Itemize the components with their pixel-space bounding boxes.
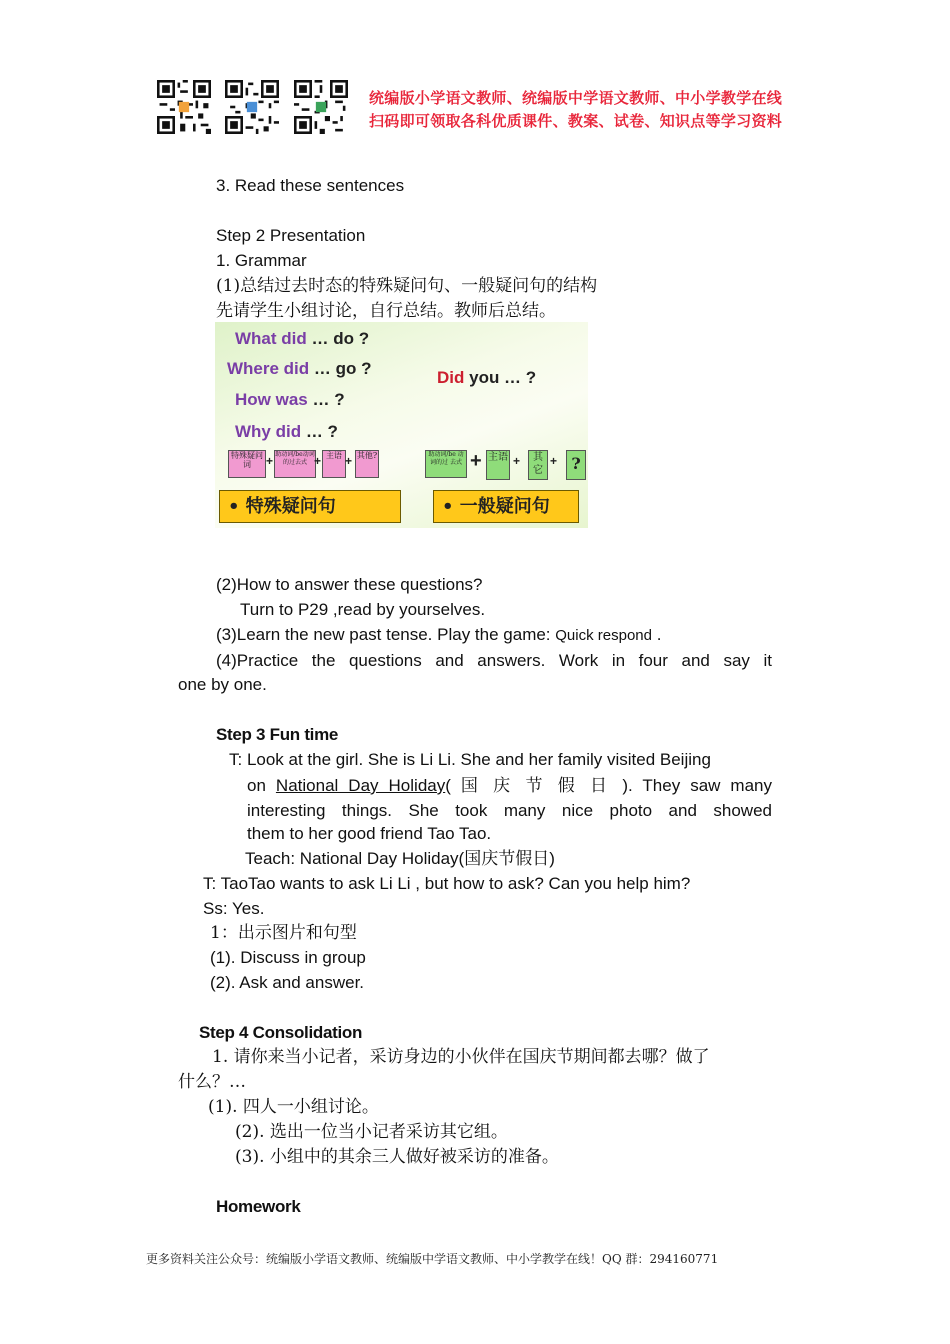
ask-and-answer-line: (2). Ask and answer. <box>210 973 365 992</box>
how-was-text: How was <box>235 390 308 409</box>
answer-questions-line: (2)How to answer these questions? <box>216 575 483 594</box>
step-4-heading: Step 4 Consolidation <box>199 1023 363 1042</box>
special-question-label: • 特殊疑问句 <box>219 490 401 523</box>
formula-tile-subject: 主语 <box>322 450 346 478</box>
one-by-one-line: one by one. <box>178 675 267 694</box>
students-answer-line: Ss: Yes. <box>203 899 265 918</box>
tao-tao-line: them to her good friend Tao Tao. <box>247 824 492 843</box>
national-day-line: on National Day Holiday( 国 庆 节 假 日 ). They saw many <box>247 776 773 795</box>
past-tense-game-line: (3)Learn the new past tense. Play the game: Quick respond . <box>216 625 662 644</box>
grammar-line: 1. Grammar <box>216 251 307 270</box>
plus-sign: + <box>550 454 558 468</box>
discuss-in-group-line: (1). Discuss in group <box>210 948 366 967</box>
qr-code-icon <box>157 80 211 134</box>
formula-tile-other: 其他? <box>355 450 379 478</box>
group-discussion-line: 先请学生小组讨论，自行总结。教师后总结。 <box>216 301 556 321</box>
qr-code-icon <box>294 80 348 134</box>
what-did-text: What did <box>235 329 307 348</box>
national-day-holiday-phrase: National Day Holiday <box>275 776 446 795</box>
did-you-text: Did <box>437 368 465 387</box>
practice-line: (4)Practice the questions and answers. Work in four and say it <box>216 651 772 670</box>
reporter-task-line-2: 什么？… <box>178 1072 246 1092</box>
why-did-text: Why did <box>235 422 302 441</box>
formula-tile-aux-verb: 助动词/be动词 的过去式 <box>274 450 316 478</box>
step-3-heading: Step 3 Fun time <box>216 725 339 744</box>
fun-time-intro-line: T: Look at the girl. She is Li Li. She and her family visited Beijing <box>229 750 711 769</box>
choose-reporter-line: (2). 选出一位当小记者采访其它组。 <box>235 1122 508 1142</box>
plus-sign: + <box>513 454 521 468</box>
plus-sign: + <box>266 454 274 468</box>
plus-sign: + <box>345 454 353 468</box>
show-pictures-line: 1：出示图片和句型 <box>210 923 357 943</box>
reporter-task-line: 1. 请你来当小记者，采访身边的小伙伴在国庆节期间都去哪？做了 <box>212 1047 710 1067</box>
formula-tile-other-2: 其它 <box>528 450 548 480</box>
formula-tile-wh-word: 特殊疑问词 <box>228 450 266 478</box>
formula-tile-subject-2: 主语 <box>486 450 510 480</box>
teach-line: Teach: National Day Holiday(国庆节假日) <box>245 849 555 868</box>
general-question-label: • 一般疑问句 <box>433 490 579 523</box>
where-did-text: Where did <box>227 359 310 378</box>
teacher-question-line: T: TaoTao wants to ask Li Li , but how to ask? Can you help him? <box>203 874 691 893</box>
grammar-structure-image: What did … do ? Where did … go ? How was … ? Why did … ? Did you … ? 特殊疑问词 + 助动词/be动词 的过去式 + 主语 + 其他? 助动词/be 动词的过 去式 + 主语 + 其它 + ? • 特殊疑问句 • 一般疑问句 <box>215 322 588 528</box>
header-banner-line-2: 扫码即可领取各科优质课件、教案、试卷、知识点等学习资料 <box>369 112 783 130</box>
plus-sign: + <box>470 450 482 472</box>
plus-sign: + <box>314 454 322 468</box>
grammar-summary-line: (1)总结过去时态的特殊疑问句、一般疑问句的结构 <box>216 276 598 296</box>
read-sentences-line: 3. Read these sentences <box>216 176 405 195</box>
footer-note: 更多资料关注公众号：统编版小学语文教师、统编版中学语文教师、中小学教学在线！QQ 群：294160771 <box>146 1252 719 1266</box>
homework-heading: Homework <box>216 1197 301 1216</box>
formula-tile-aux-verb-2: 助动词/be 动词的过 去式 <box>425 450 467 478</box>
group-of-four-line: (1). 四人一小组讨论。 <box>208 1097 379 1117</box>
header-banner-line-1: 统编版小学语文教师、统编版中学语文教师、中小学教学在线 <box>369 89 783 107</box>
formula-tile-question-mark: ? <box>566 450 586 480</box>
interesting-things-line: interesting things. She took many nice photo and showed <box>247 801 772 820</box>
turn-to-page-line: Turn to P29 ,read by yourselves. <box>240 600 486 619</box>
step-2-heading: Step 2 Presentation <box>216 226 366 245</box>
prepare-interview-line: (3). 小组中的其余三人做好被采访的准备。 <box>235 1147 559 1167</box>
qr-code-icon <box>225 80 279 134</box>
game-name: Quick respond <box>555 627 652 644</box>
